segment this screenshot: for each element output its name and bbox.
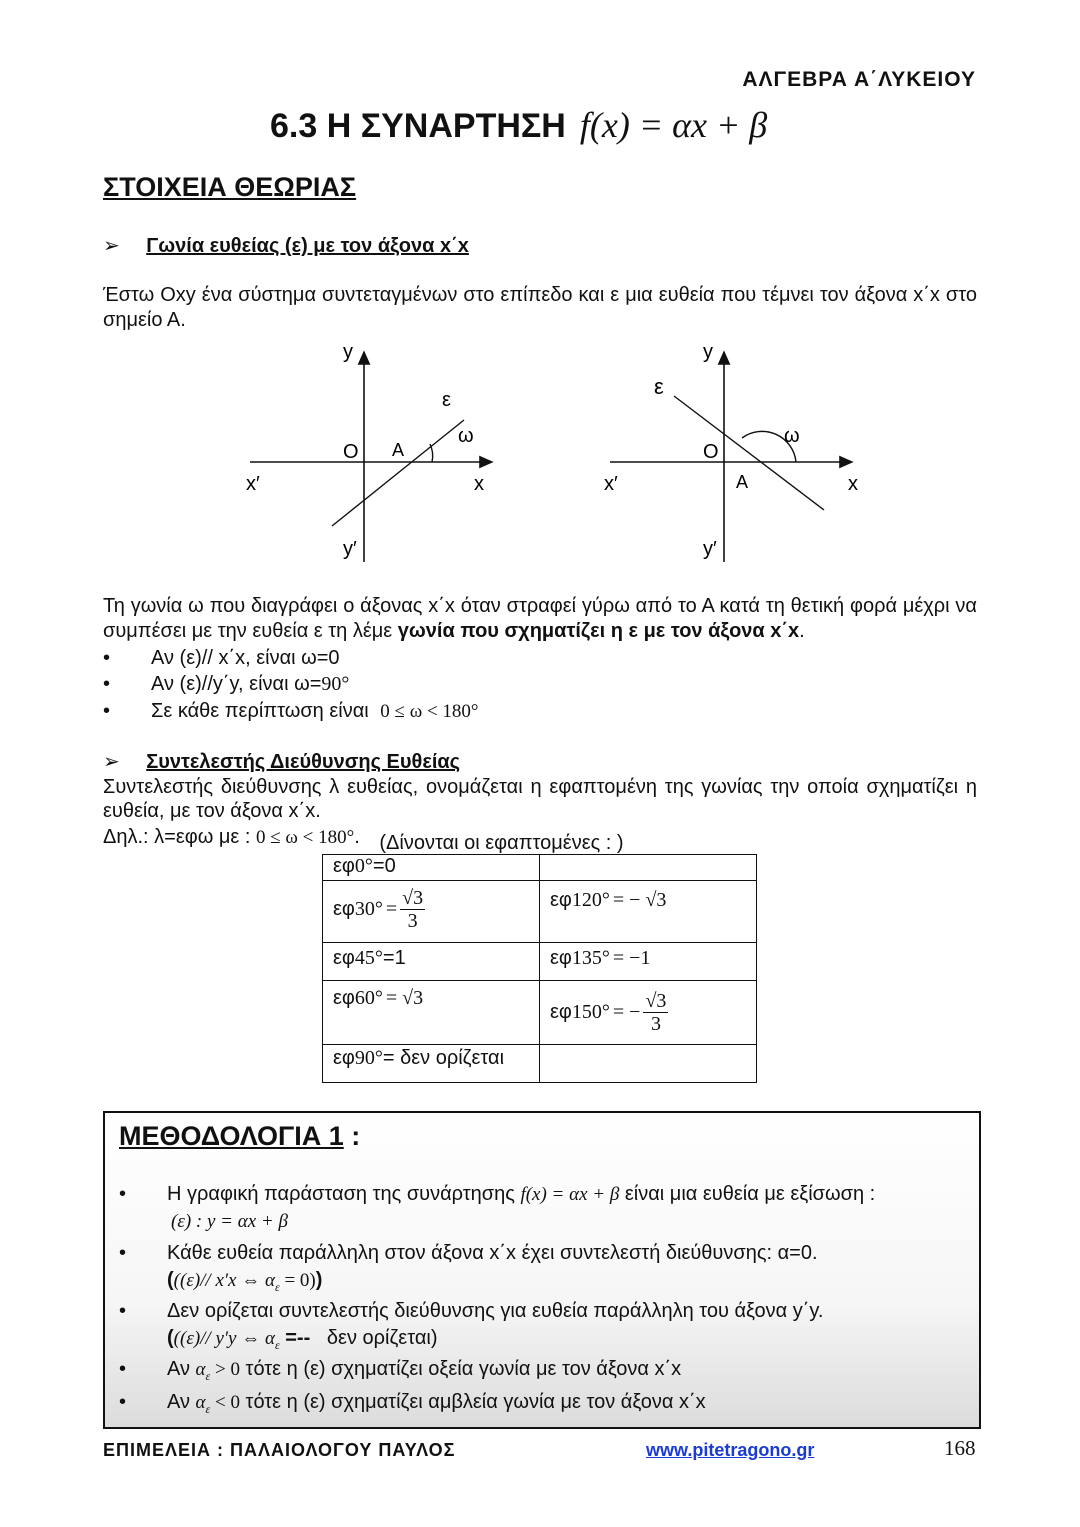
label-x-prime-2: x′: [604, 473, 618, 495]
label-x-prime: x′: [246, 473, 260, 495]
table-cell: εφ0°=0: [323, 855, 540, 881]
theory-heading: ΣΤΟΙΧΕΙΑ ΘΕΩΡΙΑΣ: [103, 172, 357, 202]
diagram-obtuse-angle: [604, 341, 858, 562]
bullet-text: Αν (ε)// x΄x, είναι ω=0: [151, 647, 340, 669]
table-row: [323, 881, 757, 943]
page-number: 168: [944, 1436, 976, 1460]
angle-definition-text: Τη γωνία ω που διαγράφει ο άξονας x΄x όταν στραφεί γύρω από το Α κατά τη θετική φορά μέχρι να συμπέσει με την ευθεία ε τη λέμε: [103, 595, 977, 642]
slope-definition: Συντελεστής διεύθυνσης λ ευθείας, ονομάζεται η εφαπτομένη της γωνίας την οποία σχηματίζει η ευθεία, με τον άξονα x΄x.: [103, 776, 977, 822]
angle-arc: [430, 444, 433, 462]
bullet-math: 90°: [321, 673, 350, 695]
table-cell: [540, 855, 757, 881]
bullet-dot: •: [119, 1300, 127, 1322]
line-epsilon-2: [674, 396, 824, 510]
subheading-slope: Συντελεστής Διεύθυνσης Ευθείας: [146, 751, 461, 773]
title-text: 6.3 Η ΣΥΝΑΡΤΗΣΗ: [270, 107, 566, 145]
footer-author: ΕΠΙΜΕΛΕΙΑ : ΠΑΛΑΙΟΛΟΓΟΥ ΠΑΥΛΟΣ: [103, 1440, 456, 1460]
table-cell: εφ120° = − √3: [540, 881, 757, 943]
bullet-range: [103, 698, 479, 725]
diagram-acute-angle: [246, 341, 492, 562]
label-y: y: [343, 341, 353, 363]
fraction: $\frac{√3}{3}$: [402, 887, 424, 932]
table-cell: εφ60° = √3: [323, 981, 540, 1045]
label-epsilon: ε: [442, 389, 451, 411]
table-row: [323, 943, 757, 981]
label-epsilon-2: ε: [654, 374, 664, 399]
bullet-math: 0 ≤ ω < 180°: [380, 701, 479, 722]
subheading-angle: Γωνία ευθείας (ε) με τον άξονα x΄x: [146, 235, 469, 257]
bullet-parallel-x: [103, 645, 340, 671]
bullet-dot: •: [119, 1391, 127, 1413]
methodology-box: [103, 1111, 981, 1429]
slope-formula-suffix: (Δίνονται οι εφαπτομένες : ): [379, 832, 624, 854]
methodology-title: ΜΕΘΟΔΟΛΟΓΙΑ 1 :: [119, 1121, 361, 1151]
arrow-bullet-icon: ➢: [103, 751, 120, 773]
bullet-dot: •: [103, 673, 111, 695]
label-y-prime: y′: [343, 538, 357, 560]
arrow-bullet-icon: ➢: [103, 235, 120, 257]
line-epsilon: [332, 420, 464, 526]
angle-definition-bold: γωνία που σχηματίζει η ε με τον άξονα x΄x: [397, 620, 800, 642]
label-origin-2: O: [703, 441, 719, 463]
table-cell: εφ135° = −1: [540, 943, 757, 981]
methodology-item: • Αν $\alpha_\varepsilon < 0$ τότε η (ε) σχηματίζει αμβλεία γωνία με τον άξονα x΄x: [119, 1391, 706, 1416]
title-formula: f(x) = αx + β: [579, 105, 768, 145]
label-x-2: x: [848, 473, 858, 495]
label-x: x: [474, 473, 484, 495]
table-cell: εφ30° = $\frac{√3}{3}$: [323, 881, 540, 943]
bullet-dot: •: [119, 1358, 127, 1380]
methodology-item: • Η γραφική παράσταση της συνάρτησης f(x) = αx + β είναι μια ευθεία με εξίσωση : (ε) : y = αx + β: [119, 1183, 876, 1232]
methodology-item: • Αν $\alpha_\varepsilon > 0$ τότε η (ε) σχηματίζει οξεία γωνία με τον άξονα x΄x: [119, 1358, 682, 1383]
bullet-dot: •: [119, 1242, 127, 1264]
label-point-a: A: [392, 440, 405, 460]
table-cell: εφ90°= δεν ορίζεται: [323, 1045, 540, 1083]
bullet-dot: •: [119, 1183, 127, 1205]
table-cell: [540, 1045, 757, 1083]
bullet-dot: •: [103, 700, 111, 722]
table-row: [323, 981, 757, 1045]
angle-definition: [103, 594, 977, 644]
label-omega: ω: [458, 425, 474, 447]
subsection-slope: [103, 749, 460, 774]
page-title: [270, 104, 767, 146]
table-cell: εφ45°=1: [323, 943, 540, 981]
label-origin: O: [343, 441, 359, 463]
label-y-prime-2: y′: [703, 538, 717, 560]
label-point-a-2: A: [736, 472, 749, 492]
bullet-text: Σε κάθε περίπτωση είναι: [151, 700, 375, 722]
label-omega-2: ω: [784, 425, 800, 447]
fraction: $\frac{√3}{3}$: [645, 990, 667, 1035]
label-y-2: y: [703, 341, 713, 363]
subsection-angle: [103, 233, 469, 258]
methodology-item: • Δεν ορίζεται συντελεστής διεύθυνσης για ευθεία παράλληλη του άξονα y΄y. (((ε)// y′y ⇔ $\alpha_\varepsilon$ =-- δεν ορίζεται): [119, 1300, 824, 1352]
tangent-table: [322, 854, 757, 1083]
methodology-item: • Κάθε ευθεία παράλληλη στον άξονα x΄x έχει συντελεστή διεύθυνσης: α=0. (((ε)// x′x ⇔ $\alpha_\varepsilon = 0$)): [119, 1242, 818, 1294]
slope-formula: Δηλ.: λ=εφω με : 0 ≤ ω < 180°. (Δίνονται οι εφαπτομένες : ): [103, 826, 624, 854]
slope-formula-math: 0 ≤ ω < 180°: [256, 827, 355, 848]
axis-diagrams: [230, 340, 870, 570]
course-header: ΑΛΓΕΒΡΑ Α΄ΛΥΚΕΙΟΥ: [742, 68, 976, 91]
footer-url-link[interactable]: www.pitetragono.gr: [646, 1440, 815, 1460]
table-row: [323, 855, 757, 881]
bullet-text: Αν (ε)//y΄y, είναι ω=: [151, 673, 322, 695]
slope-formula-prefix: Δηλ.: λ=εφω με :: [103, 826, 256, 848]
intro-paragraph: Έστω Oxy ένα σύστημα συντεταγμένων στο επίπεδο και ε μια ευθεία που τέμνει τον άξονα x΄x στο σημείο Α.: [103, 284, 977, 331]
bullet-parallel-y: [103, 671, 349, 697]
table-cell: εφ150° = − $\frac{√3}{3}$: [540, 981, 757, 1045]
bullet-dot: •: [103, 647, 111, 669]
angle-definition-end: .: [799, 620, 805, 642]
table-row: [323, 1045, 757, 1083]
